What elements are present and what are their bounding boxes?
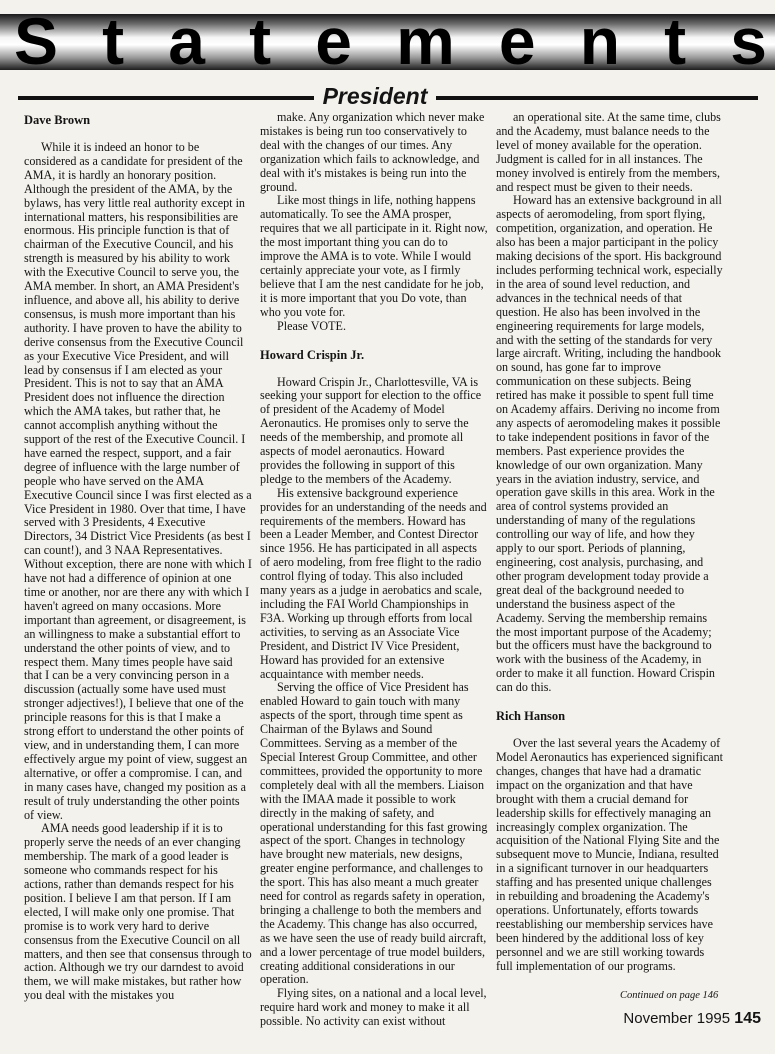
statements-banner: [0, 14, 775, 70]
section-rule-left: [18, 96, 314, 100]
banner-letter: a: [168, 14, 205, 70]
candidate-name-howard-crispin: Howard Crispin Jr.: [260, 347, 365, 362]
candidate-name-rich-hanson: Rich Hanson: [496, 709, 566, 724]
issue-date: November 1995: [623, 1010, 731, 1027]
paragraph: Serving the office of Vice President has enabled Howard to gain touch with many aspects of the sport, through time spent as Chairman of the Bylaws and Sound Committees. Serving as a member of the Special Interest Group Committee, and other committees, provided the opportunity to more completely deal with all the members. Liaison with the IMAA made it possible to work directly in the making of safety, and operational understanding for this fast growing aspect of the sport. Changes in technology have brought new materials, new designs, greater engine performance, and challenges to the sport. This has also meant a much greater need for control as regards safety in operation, bringing a challenge to both the members and the Academy. This change has also occurred, as we have seen the use of ready build aircraft, and a lower percentage of true model builders, creating additional considerations in our operation.: [260, 680, 488, 987]
paragraph: AMA needs good leadership if it is to properly serve the needs of an ever changing membership. The mark of a good leader is someone who commands respect for his actions, rather than demands respect for his position. I believe I am that person. If I am elected, I will make only one promise. That promise is to work very hard to derive consensus from the Executive Council on all matters, and then see that consensus through to action. Although we try our darndest to avoid them, we will make mistakes, but rather how you deal with the mistakes you: [24, 821, 252, 1003]
column-3: [496, 111, 724, 973]
banner-letter: e: [498, 14, 536, 70]
column-2: [260, 111, 488, 1029]
paragraph: make. Any organization which never make mistakes is being run too conservatively to deal with the changes of our times. Any organization which fails to acknowledge, and deal with it's mistakes is being run into the ground.: [260, 110, 485, 194]
banner-title: [0, 14, 775, 70]
banner-letter: e: [315, 14, 352, 70]
paragraph: an operational site. At the same time, clubs and the Academy, must balance needs to the level of money available for the operation. Judgment is called for in all instances. The money involved is entirely from the members, and respect must be given to their needs.: [496, 110, 721, 194]
paragraph: Flying sites, on a national and a local level, require hard work and money to make it all possible. No activity can exist without: [260, 986, 487, 1029]
banner-letter: t: [249, 14, 272, 70]
banner-letter: t: [664, 14, 687, 70]
continued-note: Continued on page 146: [620, 990, 719, 1001]
banner-letter: S: [14, 14, 59, 70]
section-title: President: [322, 83, 428, 109]
page-footer: [623, 1010, 761, 1028]
banner-letter: t: [102, 14, 125, 70]
section-rule-right: [436, 96, 758, 100]
banner-letter: m: [396, 14, 455, 70]
page-number: 145: [734, 1010, 761, 1027]
paragraph: Howard Crispin Jr., Charlottesville, VA is seeking your support for election to the office of president of the Academy of Model Aeronautics. He promises only to serve the needs of the membership, and promote all aspects of model aeronautics. Howard provides the following in support of this pledge to the members of the Academy.: [260, 374, 482, 486]
candidate-name-dave-brown: Dave Brown: [24, 113, 91, 127]
banner-letter: n: [579, 14, 621, 70]
paragraph: His extensive background experience provides for an understanding of the needs and requirements of the members. Howard has been a Leader Member, and Contest Director since 1956. He has participated in all aspects of aero modeling, from free flight to the radio control flying of today. This also included many years as a judge in aerobatics and scale, including the FAI World Championships in F3A. Working up through efforts from local activities, to serving as an Associate Vice President, and District IV Vice President, Howard has provided for an extensive acquaintance with member needs.: [260, 485, 487, 681]
paragraph: Over the last several years the Academy of Model Aeronautics has experienced significant changes, changes that have had a dramatic impact on the organization and that have brought with them a crucial demand for leadership skills for effectively managing an increasingly complex organization. The acquisition of the National Flying Site and the subsequent move to Muncie, Indiana, resulted in a significant turnover in our headquarters staffing and has presented unique challenges in rebuilding and broadening the Academy's operations. Unfortunately, efforts towards reestablishing our membership services have been hindered by the additional loss of key personnel and we are still working towards full implementation of our programs.: [496, 736, 724, 973]
paragraph: Howard has an extensive background in all aspects of aeromodeling, from sport flying, competition, organization, and operation. He also has been a major participant in the policy making decisions of the sport. His background includes performing technical work, especially in the area of sound level reduction, and advances in the technical needs of that question. He also has been involved in the engineering requirements for large models, and with the setting of the standards for very large aircraft. Writing, including the handbook on sound, has gone far to improve communication on these subjects. Being retired has make it possible to spent full time on Academy affairs. Deriving no income from any aspects of aeromodeling makes it possible to take independent positions in favor of the members. Past experience provides the knowledge of our own organization. Many years in the aviation industry, service, and operation gave skills in this area. Work in the area of control systems provided an understanding of many of the regulations controlling our way of life, and how they apply to our sport. Periods of planning, engineering, cost analysis, purchasing, and other program development today provide a great deal of the background needed to understand the business aspect of the Academy. Serving the membership remains the most important purpose of the Academy; but the officers must have the background to work with the business of the Academy, in order to make it all function. Howard Crispin can do this.: [496, 193, 723, 695]
paragraph: While it is indeed an honor to be considered as a candidate for president of the AMA, it is hardly an honorary position. Although the president of the AMA, by the bylaws, has very little real authority except in international matters, his responsibilities are enormous. His principle function is that of chairman of the Executive Council, and his strength is measured by his ability to work with the Executive Council to serve you, the AMA member. In short, an AMA President's influence, and above all, his ability to derive consensus, is mush more important than his authority. I have proven to have the ability to derive consensus from the Executive Council as your Executive Vice President, and will lead by consensus if I am elected as your President. This is not to say that an AMA President does not influence the direction which the AMA takes, but rather that, he cannot accomplish anything without the support of the rest of the Executive Council. I have earned the respect, support, and a fair degree of influence with the large number of people who have served on the AMA Executive Council since I was first elected as a Vice President in 1980. Over that time, I have served with 3 Presidents, 4 Executive Directors, 34 District Vice Presidents (as best I can count!), and 3 NAA Representatives. Without exception, there are none with which I have not had a difference of opinion at one time or another, nor are there any with which I haven't agreed on many occasions. More important than agreement, or disagreement, is an willingness to make a substantial effort to understand the other points of view, and to respect them. Many times people have said that I can be a very convincing person in a discussion (actually some have used must stronger adjectives!), I believe that one of the principle reasons for this is that I make a strong effort to understand the other points of view, and in understanding them, I can more effectively argue my point of view, suggest an alternative, or offer a compromise. I can, and in many cases have, changed my position as a result of truly understanding the other points of view.: [24, 140, 252, 822]
paragraph: Please VOTE.: [277, 318, 346, 333]
banner-letter: s: [730, 14, 767, 70]
column-1: [24, 113, 252, 1003]
paragraph: Like most things in life, nothing happens automatically. To see the AMA prosper, requires that we all participate in it. Right now, the most important thing you can do to improve the AMA is to vote. While I would certainly appreciate your vote, as I firmly believe that I am the nest candidate for he job, it is more important that you Do vote, than who you vote for.: [260, 193, 488, 319]
